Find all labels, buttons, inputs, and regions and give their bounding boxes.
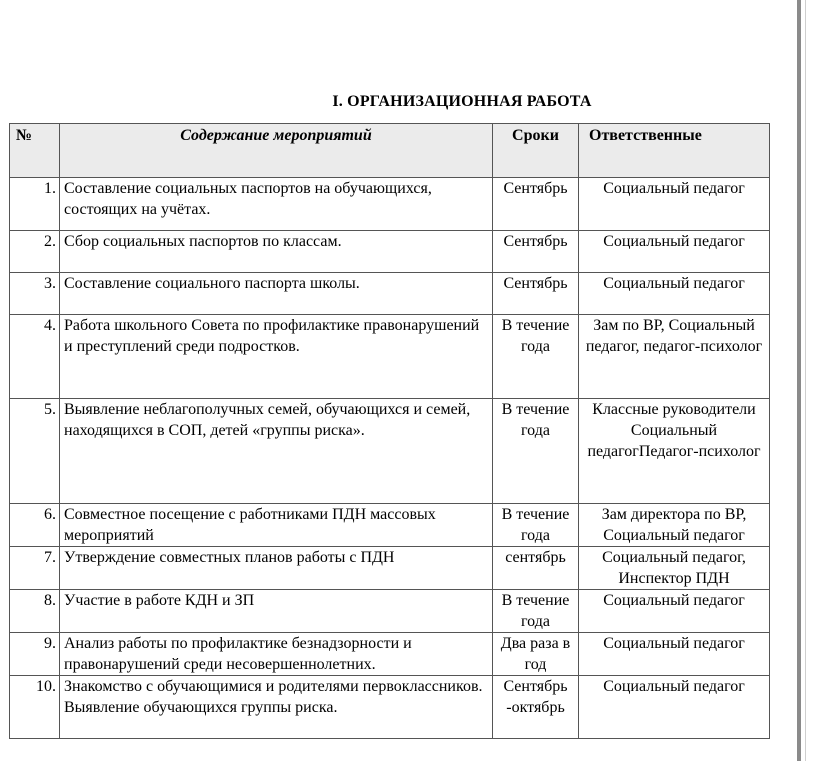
row-content: Составление социальных паспортов на обучающихся, состоящих на учётах.	[60, 178, 493, 231]
table-row	[10, 676, 770, 739]
row-responsible: Социальный педагог	[579, 633, 770, 676]
table-row	[10, 547, 770, 590]
row-content: Выявление неблагополучных семей, обучающихся и семей, находящихся в СОП, детей «группы риска».	[60, 399, 493, 504]
row-num: 4.	[10, 315, 60, 399]
row-term: Два раза в год	[493, 633, 579, 676]
row-term: сентябрь	[493, 547, 579, 590]
row-term: В течение года	[493, 590, 579, 633]
row-responsible: Социальный педагог	[579, 178, 770, 231]
header-term: Сроки	[493, 124, 579, 178]
row-num: 5.	[10, 399, 60, 504]
header-content: Содержание мероприятий	[60, 124, 493, 178]
table-header-row	[10, 124, 770, 178]
table-row	[10, 399, 770, 504]
row-num: 8.	[10, 590, 60, 633]
row-content: Утверждение совместных планов работы с ПДН	[60, 547, 493, 590]
table-row	[10, 590, 770, 633]
row-term: В течение года	[493, 399, 579, 504]
row-term: Сентябрь	[493, 231, 579, 273]
row-content: Работа школьного Совета по профилактике правонарушений и преступлений среди подростков.	[60, 315, 493, 399]
plan-table	[9, 123, 770, 739]
table-row	[10, 178, 770, 231]
table-row	[10, 633, 770, 676]
table-row	[10, 273, 770, 315]
row-responsible: Социальный педагог	[579, 590, 770, 633]
row-num: 10.	[10, 676, 60, 739]
row-responsible: Зам по ВР, Социальный педагог, педагог-психолог	[579, 315, 770, 399]
row-responsible: Социальный педагог	[579, 231, 770, 273]
row-num: 2.	[10, 231, 60, 273]
row-content: Анализ работы по профилактике безнадзорности и правонарушений среди несовершеннолетних.	[60, 633, 493, 676]
page-edge-line-light	[805, 0, 806, 761]
row-responsible: Социальный педагог	[579, 273, 770, 315]
row-term: Сентябрь	[493, 273, 579, 315]
row-content: Совместное посещение с работниками ПДН массовых мероприятий	[60, 504, 493, 547]
row-content: Составление социального паспорта школы.	[60, 273, 493, 315]
row-term: Сентябрь	[493, 178, 579, 231]
row-content: Знакомство с обучающимися и родителями первоклассников. Выявление обучающихся группы риска.	[60, 676, 493, 739]
row-num: 6.	[10, 504, 60, 547]
row-num: 3.	[10, 273, 60, 315]
row-num: 1.	[10, 178, 60, 231]
row-responsible: Социальный педагог	[579, 676, 770, 739]
row-content: Сбор социальных паспортов по классам.	[60, 231, 493, 273]
row-num: 9.	[10, 633, 60, 676]
row-num: 7.	[10, 547, 60, 590]
table-row	[10, 504, 770, 547]
header-responsible: Ответственные	[579, 124, 770, 178]
page-edge-line	[797, 0, 801, 761]
table-row	[10, 315, 770, 399]
row-term: В течение года	[493, 315, 579, 399]
section-title: I. ОРГАНИЗАЦИОННАЯ РАБОТА	[332, 93, 592, 110]
row-term: Сентябрь -октябрь	[493, 676, 579, 739]
row-responsible: Социальный педагог, Инспектор ПДН	[579, 547, 770, 590]
row-content: Участие в работе КДН и ЗП	[60, 590, 493, 633]
row-responsible: Классные руководители Социальный педагогПедагог-психолог	[579, 399, 770, 504]
row-responsible: Зам директора по ВР, Социальный педагог	[579, 504, 770, 547]
table-row	[10, 231, 770, 273]
row-term: В течение года	[493, 504, 579, 547]
header-num: №	[10, 124, 60, 178]
